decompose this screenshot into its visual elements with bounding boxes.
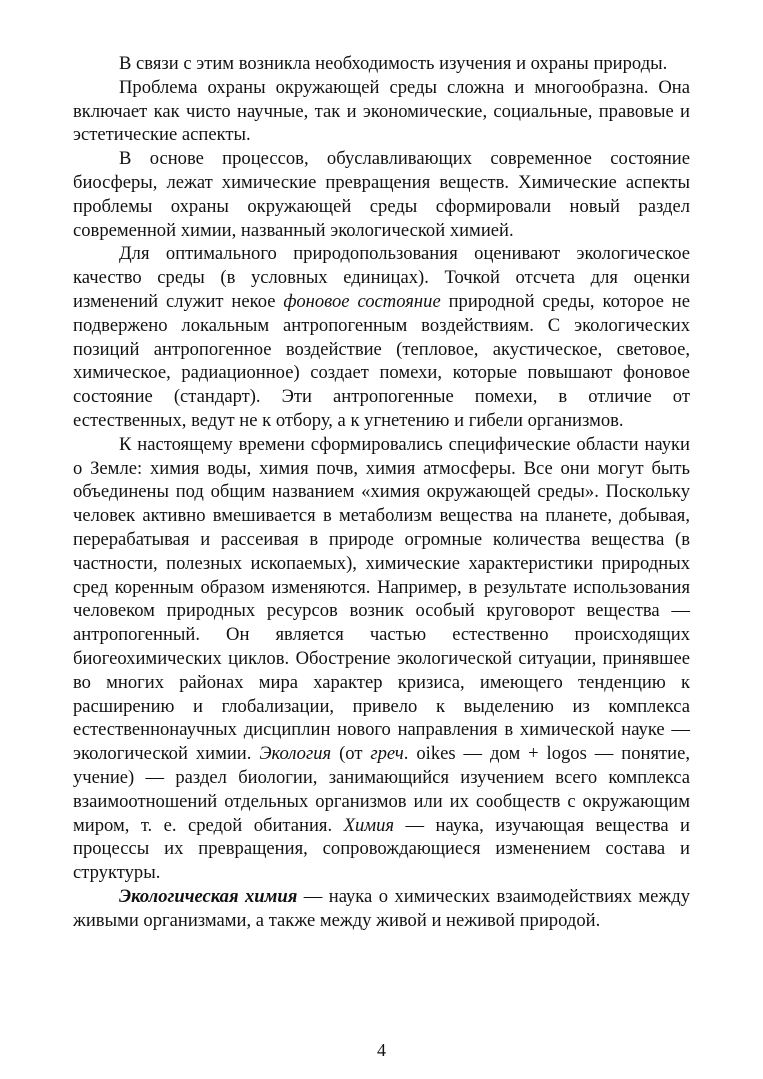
text-run: — наука, изучающая вещества и процессы их превращения, сопровождающиеся изменением состава и структуры. — [73, 814, 691, 884]
paragraph-1: В связи с этим возникла необходимость изучения и охраны природы. — [119, 53, 668, 74]
text-run: К настоящему времени сформировались специфические области науки о Земле: химия воды, химия почв, химия атмосферы. Все они могут быть объединены под общим названием «химия окружающей среды». Поскольку человек активно вмешивается в метаболизм вещества на планете, добывая, перерабатывая и рассеивая в природе огромные количества вещества (в частности, полезных ископаемых), химические характеристики природных сред коренным образом изменяются. Например, в результате использования человеком природных ресурсов возник особый круговорот вещества — антропогенный. Он является частью естественно происходящих биогеохимических циклов. Обострение экологической ситуации, принявшее во многих районах мира характер кризиса, имеющего тенденцию к расширению и глобализации, привело к выделению из комплекса естественнонаучных дисциплин нового направления в химической науке — экологической химии. — [73, 433, 690, 765]
italic-term-greek: греч — [370, 743, 404, 765]
paragraph-4 — [73, 242, 690, 432]
text-run: природной среды, которое не подвержено локальным антропогенным воздействиям. С экологических позиций антропогенное воздействие (тепловое, акустическое, световое, химическое, радиационное) создает помехи, которые повышают фоновое состояние (стандарт). Эти антропогенные помехи, в отличие от естественных, ведут не к отбору, а к угнетению и гибели организмов. — [73, 290, 690, 431]
text-run: (от — [331, 743, 371, 765]
italic-term-chemistry: Химия — [343, 814, 395, 836]
paragraph-3: В основе процессов, обуславливающих современное состояние биосферы, лежат химические превращения веществ. Химические аспекты проблемы охраны окружающей среды сформировали новый раздел современной химии, названный экологической химией. — [73, 148, 690, 241]
text-run: Для оптимального природопользования оценивают экологическое качество среды (в условных единицах). Точкой отсчета для оценки изменений служит некое — [73, 243, 690, 312]
text-run: . oikes — дом + logos — понятие, учение) — раздел биологии, занимающийся изучением всего комплекса взаимоотношений отдельных организмов или их сообществ с окружающим миром, т. е. средой обитания. — [73, 743, 690, 836]
paragraph-6 — [73, 885, 690, 933]
page-number: 4 — [377, 1040, 386, 1060]
paragraph-5 — [73, 433, 690, 885]
body-text — [73, 52, 690, 932]
paragraph-2: Проблема охраны окружающей среды сложна и многообразна. Она включает как чисто научные, так и экономические, социальные, правовые и эстетические аспекты. — [73, 76, 690, 146]
italic-term-background-state: фоновое состояние — [283, 290, 441, 312]
italic-term-ecology: Экология — [259, 743, 332, 765]
bold-italic-term-ecological-chemistry: Экологическая химия — [119, 885, 298, 907]
text-run: — наука о химических взаимодействиях между живыми организмами, а также между живой и неживой природой. — [73, 885, 690, 931]
